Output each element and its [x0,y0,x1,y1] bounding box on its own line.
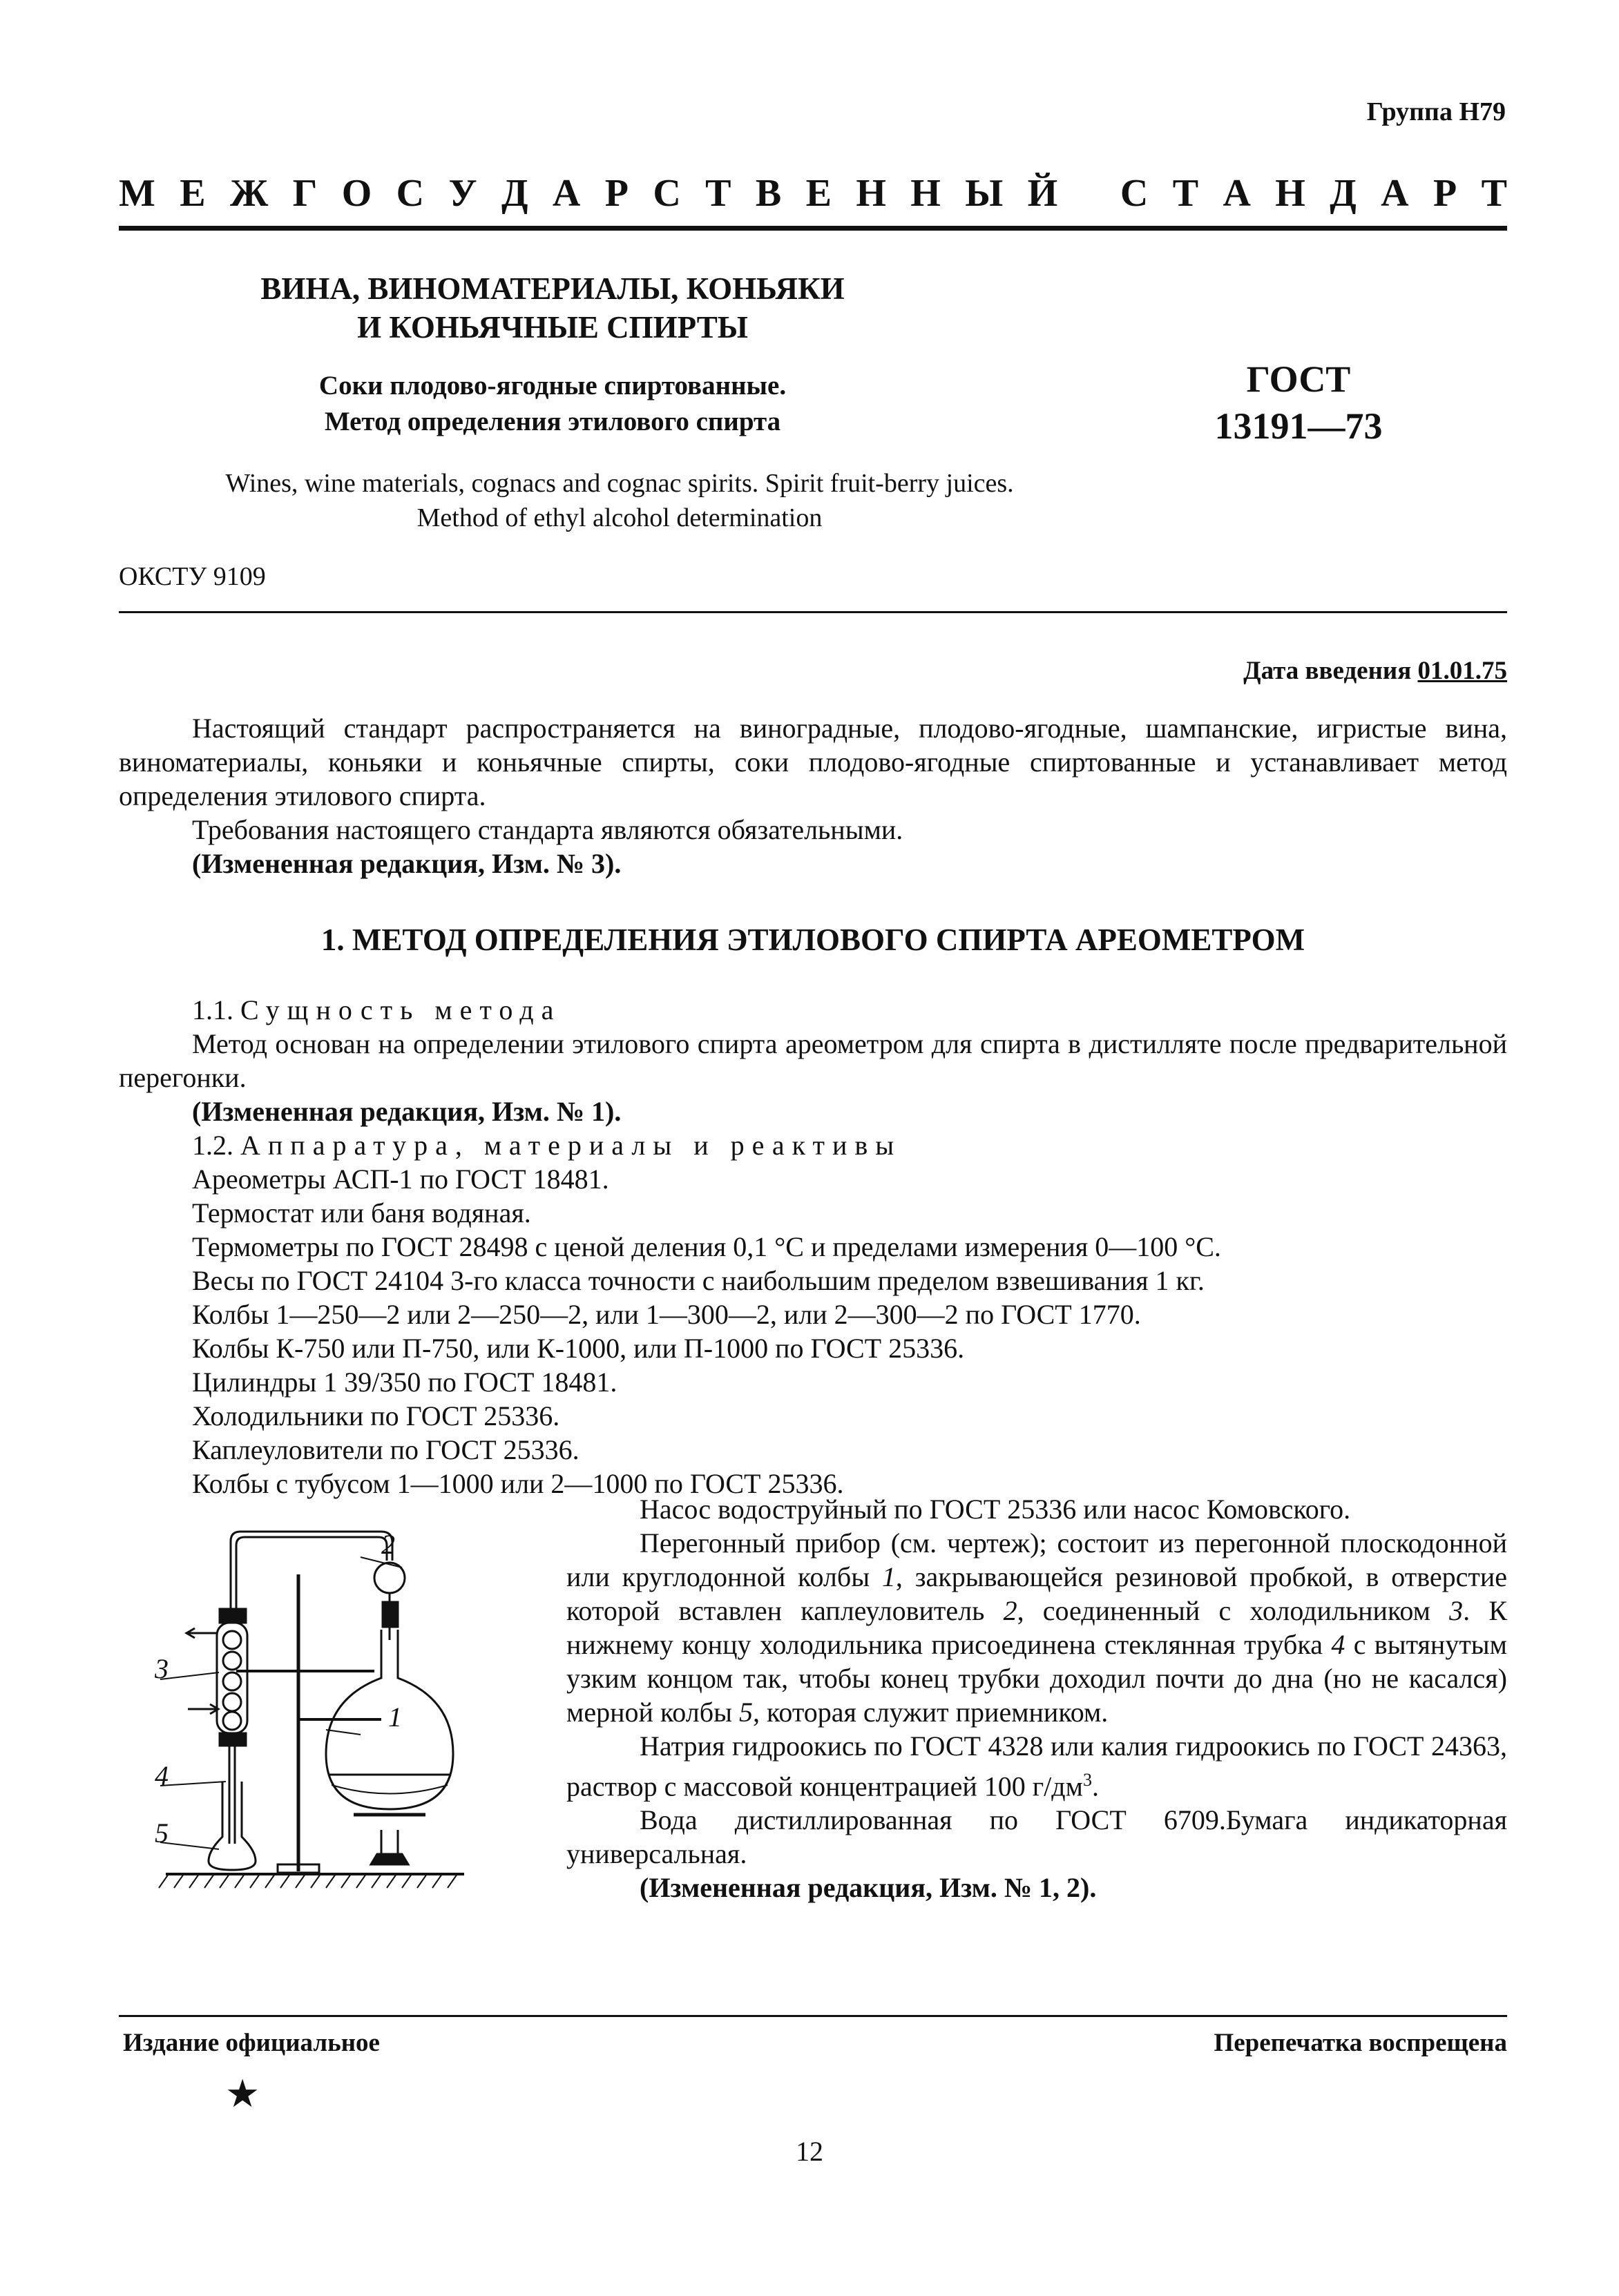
banner-letter: Ы [965,172,1004,215]
apparatus-text-b: , закрывающейся резиновой пробкой, в отверстие которой вставлен каплеуловитель [566,1561,1507,1626]
banner-letter: Г [292,172,318,215]
leader-3 [160,1672,219,1679]
apparatus-column [566,1492,1507,1904]
condenser-bulb [223,1712,241,1730]
intro-section [119,711,1507,880]
subsection-1-2-number: 1.2. [192,1130,233,1161]
banner-letter: А [552,172,581,215]
banner-letter: Е [180,172,206,215]
banner-letter: С [1120,172,1149,215]
banner-letter: Н [910,172,941,215]
banner-letter: С [396,172,425,215]
diagram-label-1: 1 [388,1701,402,1733]
section-heading: 1. МЕТОД ОПРЕДЕЛЕНИЯ ЭТИЛОВОГО СПИРТА АРЕОМЕТРОМ [320,923,1305,957]
ref-1: 1 [881,1561,896,1592]
diagram-label-4: 4 [155,1760,169,1791]
liquid-surface [332,1785,448,1794]
subsection-1-2-heading [119,1128,1507,1162]
english-title [119,466,1120,535]
banner-letter: Е [805,172,832,215]
ref-3: 3 [1449,1595,1464,1626]
banner-letter: Р [1433,172,1457,215]
receiving-flask [209,1782,256,1870]
banner-letter [1082,171,1096,215]
naoh-text: Натрия гидроокись по ГОСТ 4328 или калия гидроокись по ГОСТ 24363, раствор с массовой концентрацией 100 г/дм [566,1730,1507,1802]
gost-number [1188,356,1409,450]
gost-label: ГОСТ [1246,358,1351,400]
official-edition: Издание официальное [123,2029,380,2057]
leader-4 [160,1782,226,1786]
leader-5 [160,1842,219,1849]
naoh-superscript: 3 [1082,1770,1092,1790]
water-out-arrow [186,1628,217,1638]
banner-letter: Т [705,172,731,215]
banner-letter: А [1223,172,1251,215]
banner-letter: М [119,172,155,215]
document-title [207,269,898,347]
equipment-item: Ареометры АСП-1 по ГОСТ 18481. [192,1164,609,1195]
water-in-arrow [188,1704,218,1714]
condenser-bulb [223,1631,241,1649]
ref-4: 4 [1331,1629,1345,1660]
ref-2: 2 [1003,1595,1017,1626]
subtitle-line-1: Соки плодово-ягодные спиртованные. [318,371,787,401]
equipment-list [119,1162,1507,1501]
condenser-bulb [223,1693,241,1711]
interstate-standard-banner [119,171,1507,215]
english-title-line-1: Wines, wine materials, cognacs and cognac spirits. Spirit fruit-berry juices. [225,469,1014,498]
diagram-label-3: 3 [155,1653,169,1684]
intro-date-label: Дата введения [1243,657,1412,685]
banner-letter: У [448,172,477,215]
condenser-bulb [223,1652,241,1670]
burner-base [371,1854,408,1864]
rubber-stopper [383,1602,398,1627]
banner-letter: С [653,172,681,215]
title-line-1: ВИНА, ВИНОМАТЕРИАЛЫ, КОНЬЯКИ [260,271,845,306]
apparatus-text-e: с вытянутым узким концом так, чтобы конец трубки доходил почти до дна (но не касался) мерной колбы [566,1629,1507,1728]
connecting-tube-inner [236,1537,387,1609]
footer-rule [119,2015,1507,2017]
intro-paragraph: Настоящий стандарт распространяется на виноградные, плодово-ягодные, шампанские, игристые вина, виноматериалы, коньяки и коньячные спирты, соки плодово-ягодные спиртованные и устанавливает метод определения этилового спирта. [119,713,1507,811]
introduction-date [1105,656,1507,686]
ref-5: 5 [738,1697,753,1728]
equipment-item: Колбы с тубусом 1—1000 или 2—1000 по ГОСТ 25336. [192,1468,844,1499]
condenser-top-seal [220,1609,246,1623]
banner-letter: В [755,172,782,215]
title-line-2: И КОНЬЯЧНЫЕ СПИРТЫ [357,310,748,345]
condenser-bottom-seal [220,1733,246,1746]
header-rule [119,226,1507,231]
subtitle-line-2: Метод определения этилового спирта [324,407,781,436]
title-rule [119,611,1507,613]
banner-letter: О [341,172,372,215]
gost-code: 13191—73 [1214,405,1383,447]
banner-letter: Ж [229,172,269,215]
subsection-1-1-heading [119,993,1507,1027]
apparatus-text-a: Перегонный прибор (см. чертеж); состоит из перегонной плоскодонной или круглодонной колбы [566,1527,1507,1592]
water-item: Вода дистиллированная по ГОСТ 6709.Бумага индикаторная универсальная. [566,1804,1507,1870]
equipment-item: Термометры по ГОСТ 28498 с ценой деления 0,1 °С и пределами измерения 0—100 °С. [192,1231,1221,1262]
equipment-item: Колбы 1—250—2 или 2—250—2, или 1—300—2, или 2—300—2 по ГОСТ 1770. [192,1299,1141,1330]
banner-letter: А [1381,172,1409,215]
pump-item: Насос водоструйный по ГОСТ 25336 или насос Комовского. [640,1494,1351,1525]
apparatus-text-f: , которая служит приемником. [752,1697,1109,1728]
document-subtitle [228,368,877,440]
page-number: 12 [796,2136,823,2167]
condenser-bulb [223,1672,241,1690]
subsection-1-2-title: Аппаратура, материалы и реактивы [240,1130,902,1161]
leader-1 [326,1730,361,1735]
diagram-label-5: 5 [155,1817,169,1849]
apparatus-description [566,1526,1507,1729]
revision-note-2: (Измененная редакция, Изм. № 1, 2). [640,1872,1097,1904]
banner-letter: Н [856,172,886,215]
subsection-1-1-number: 1.1. [192,994,233,1025]
subsection-1-1-title: Сущность метода [240,994,562,1025]
connecting-tube [231,1532,392,1609]
intro-date-value: 01.01.75 [1417,657,1507,685]
apparatus-text-c: , соединенный с холодильником [1017,1595,1450,1626]
banner-letter: Т [1172,172,1199,215]
apparatus-text-d: . К нижнему концу холодильника присоединена стеклянная трубка [566,1595,1507,1660]
naoh-item [566,1729,1507,1803]
banner-letter: Д [501,172,528,215]
banner-letter: Р [604,172,629,215]
equipment-item: Весы по ГОСТ 24104 3-го класса точности с наибольшим пределом взвешивания 1 кг. [192,1265,1205,1296]
condenser-jacket [217,1623,247,1733]
banner-letter: Н [1275,172,1305,215]
distillation-apparatus-diagram [153,1519,478,1906]
equipment-item: Холодильники по ГОСТ 25336. [192,1400,560,1431]
star-icon: ★ [225,2073,260,2116]
english-title-line-2: Method of ethyl alcohol determination [416,503,823,532]
diagram-label-2: 2 [381,1529,395,1560]
subsection-1-1-revision: (Измененная редакция, Изм. № 1). [192,1096,622,1127]
banner-letter: Т [1481,172,1507,215]
intro-mandatory: Требования настоящего стандарта являются обязательными. [192,814,903,845]
reprint-prohibited: Перепечатка воспрещена [1214,2029,1507,2057]
naoh-end: . [1091,1771,1099,1802]
section-body [119,993,1507,1501]
group-code: Группа Н79 [1366,97,1506,126]
equipment-item: Термостат или баня водяная. [192,1197,531,1228]
equipment-item: Цилиндры 1 39/350 по ГОСТ 18481. [192,1367,617,1398]
floor-hatching [159,1874,457,1888]
oksty-code: ОКСТУ 9109 [119,562,266,591]
subsection-1-1-text: Метод основан на определении этилового спирта ареометром для спирта в дистилляте после предварительной перегонки. [119,1028,1507,1093]
banner-letter: Д [1330,172,1357,215]
equipment-item: Каплеуловители по ГОСТ 25336. [192,1434,579,1465]
equipment-item: Колбы К-750 или П-750, или К-1000, или П-1000 по ГОСТ 25336. [192,1333,965,1364]
intro-revision: (Измененная редакция, Изм. № 3). [192,848,622,879]
banner-letter: Й [1027,172,1058,215]
